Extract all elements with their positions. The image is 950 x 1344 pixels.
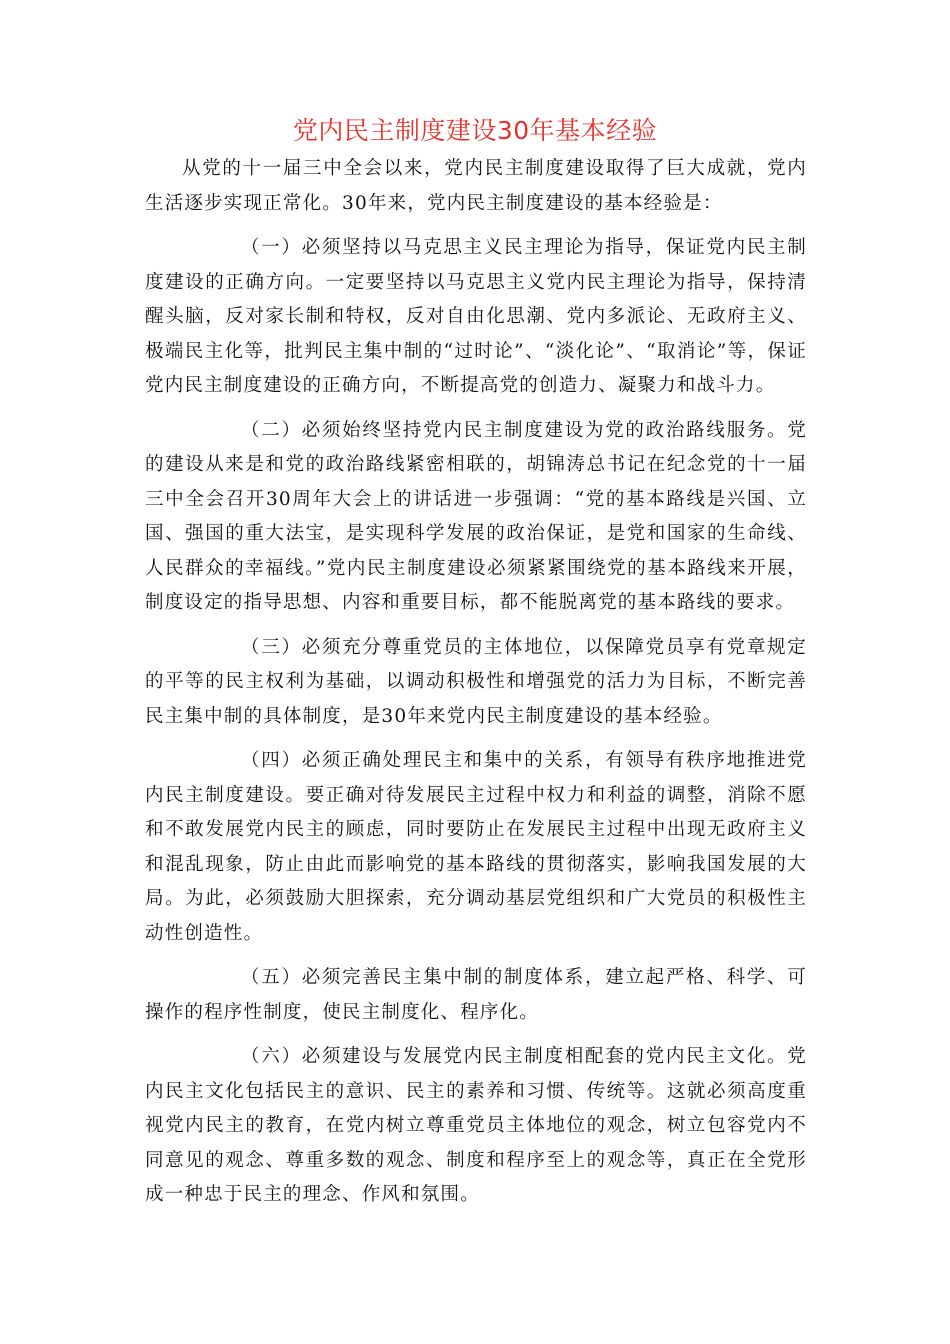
paragraph-item-5: （五）必须完善民主集中制的制度体系，建立起严格、科学、可操作的程序性制度，使民主制度化、程序化。 bbox=[145, 967, 807, 1023]
paragraph-item-1: （一）必须坚持以马克思主义民主理论为指导，保证党内民主制度建设的正确方向。一定要坚持以马克思主义党内民主理论为指导，保持清醒头脑，反对家长制和特权，反对自由化思潮、党内多派论、无政府主义、极端民主化等，批判民主集中制的“过时论”、“淡化论”、“取消论”等，保证党内民主制度建设的正确方向，不断提高党的创造力、凝聚力和战斗力。 bbox=[145, 237, 807, 396]
paragraph-item-3: （三）必须充分尊重党员的主体地位，以保障党员享有党章规定的平等的民主权利为基础，以调动积极性和增强党的活力为目标，不断完善民主集中制的具体制度，是30年来党内民主制度建设的基本经验。 bbox=[145, 636, 807, 727]
document-body bbox=[145, 152, 807, 1223]
document-title: 党内民主制度建设30年基本经验 bbox=[292, 116, 658, 145]
paragraph-item-4: （四）必须正确处理民主和集中的关系，有领导有秩序地推进党内民主制度建设。要正确对待发展民主过程中权力和利益的调整，消除不愿和不敢发展党内民主的顾虑，同时要防止在发展民主过程中出现无政府主义和混乱现象，防止由此而影响党的基本路线的贯彻落实，影响我国发展的大局。为此，必须鼓励大胆探索，充分调动基层党组织和广大党员的积极性主动性创造性。 bbox=[145, 750, 807, 944]
paragraph-item-6: （六）必须建设与发展党内民主制度相配套的党内民主文化。党内民主文化包括民主的意识、民主的素养和习惯、传统等。这就必须高度重视党内民主的教育，在党内树立尊重党员主体地位的观念，树立包容党内不同意见的观念、尊重多数的观念、制度和程序至上的观念等，真正在全党形成一种忠于民主的理念、作风和氛围。 bbox=[145, 1046, 807, 1205]
paragraph-item-2: （二）必须始终坚持党内民主制度建设为党的政治路线服务。党的建设从来是和党的政治路线紧密相联的，胡锦涛总书记在纪念党的十一届三中全会召开30周年大会上的讲话进一步强调：“党的基本路线是兴国、立国、强国的重大法宝，是实现科学发展的政治保证，是党和国家的生命线、人民群众的幸福线。”党内民主制度建设必须紧紧围绕党的基本路线来开展，制度设定的指导思想、内容和重要目标，都不能脱离党的基本路线的要求。 bbox=[145, 419, 807, 613]
intro-paragraph: 从党的十一届三中全会以来，党内民主制度建设取得了巨大成就，党内生活逐步实现正常化。30年来，党内民主制度建设的基本经验是： bbox=[145, 158, 807, 214]
